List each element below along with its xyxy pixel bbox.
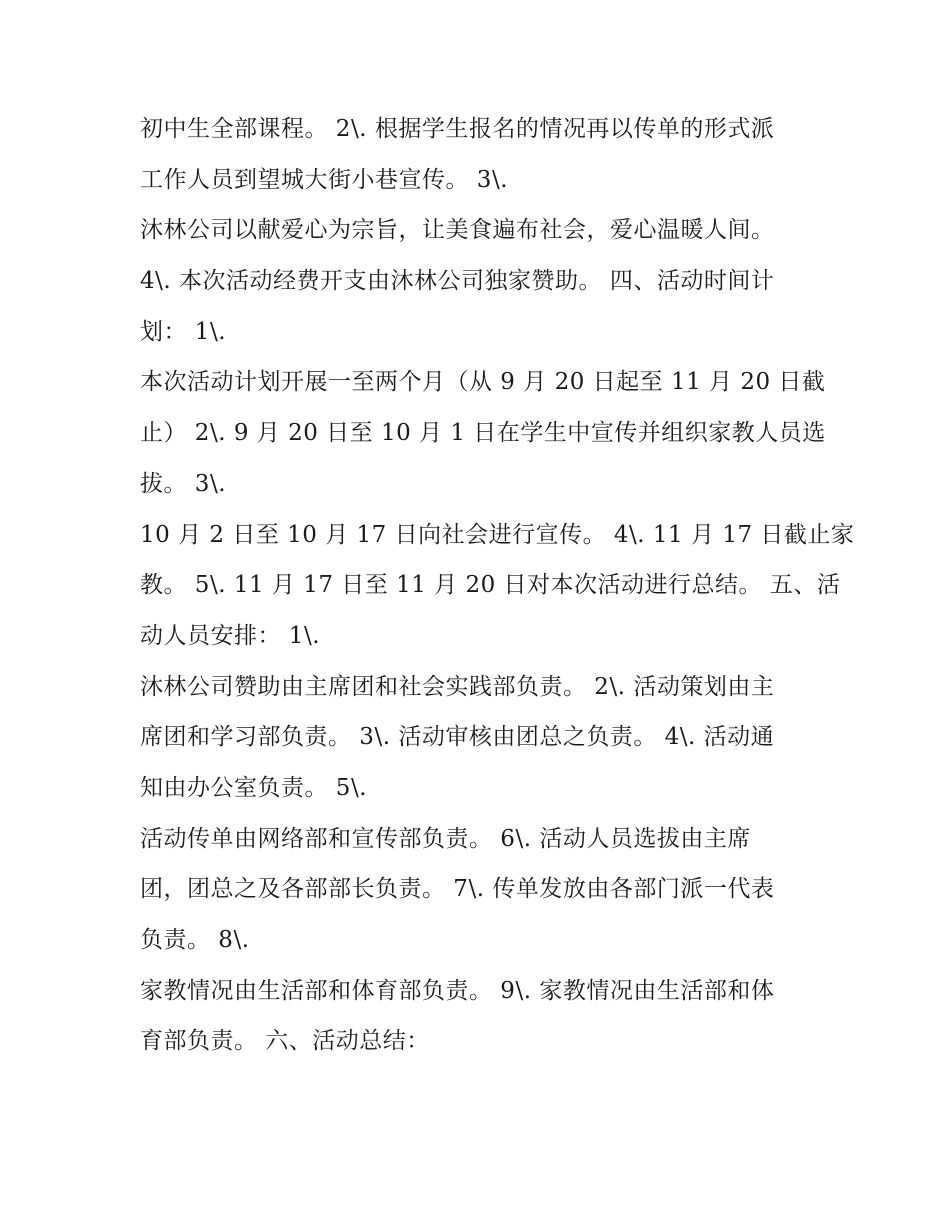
- text-line: 负责。 8\.: [140, 927, 250, 953]
- document-body: [140, 104, 855, 1067]
- text-line: 活动传单由网络部和宣传部负责。 6\. 活动人员选拔由主席: [140, 825, 751, 852]
- text-line: 教。 5\. 11 月 17 日至 11 月 20 日对本次活动进行总结。 五、活: [140, 572, 841, 599]
- text-line: 本次活动计划开展一至两个月（从 9 月 20 日起至 11 月 20 日截: [140, 369, 826, 396]
- text-line: 初中生全部课程。 2\. 根据学生报名的情况再以传单的形式派: [140, 116, 775, 142]
- text-line: 团，团总之及各部部长负责。 7\. 传单发放由各部门派一代表: [140, 876, 775, 903]
- text-line: 席团和学习部负责。 3\. 活动审核由团总之负责。 4\. 活动通: [140, 724, 775, 751]
- text-line: 4\. 本次活动经费开支由沐林公司独家赞助。 四、活动时间计: [140, 268, 775, 295]
- text-line: 划： 1\.: [140, 318, 227, 345]
- text-line: 动人员安排： 1\.: [140, 622, 321, 649]
- text-line: 止） 2\. 9 月 20 日至 10 月 1 日在学生中宣传并组织家教人员选: [140, 420, 826, 447]
- text-line: 家教情况由生活部和体育部负责。 9\. 家教情况由生活部和体: [140, 977, 775, 1004]
- text-line: 10 月 2 日至 10 月 17 日向社会进行宣传。 4\. 11 月 17 日截止家: [140, 521, 855, 548]
- text-line: 知由办公室负责。 5\.: [140, 774, 368, 801]
- text-line: 拔。 3\.: [140, 470, 227, 497]
- text-line: 沐林公司赞助由主席团和社会实践部负责。 2\. 活动策划由主: [140, 673, 775, 700]
- text-line: 育部负责。 六、活动总结：: [140, 1028, 430, 1055]
- text-line: 工作人员到望城大街小巷宣传。 3\.: [140, 166, 509, 193]
- text-line: 沐林公司以献爱心为宗旨，让美食遍布社会，爱心温暖人间。: [140, 217, 775, 244]
